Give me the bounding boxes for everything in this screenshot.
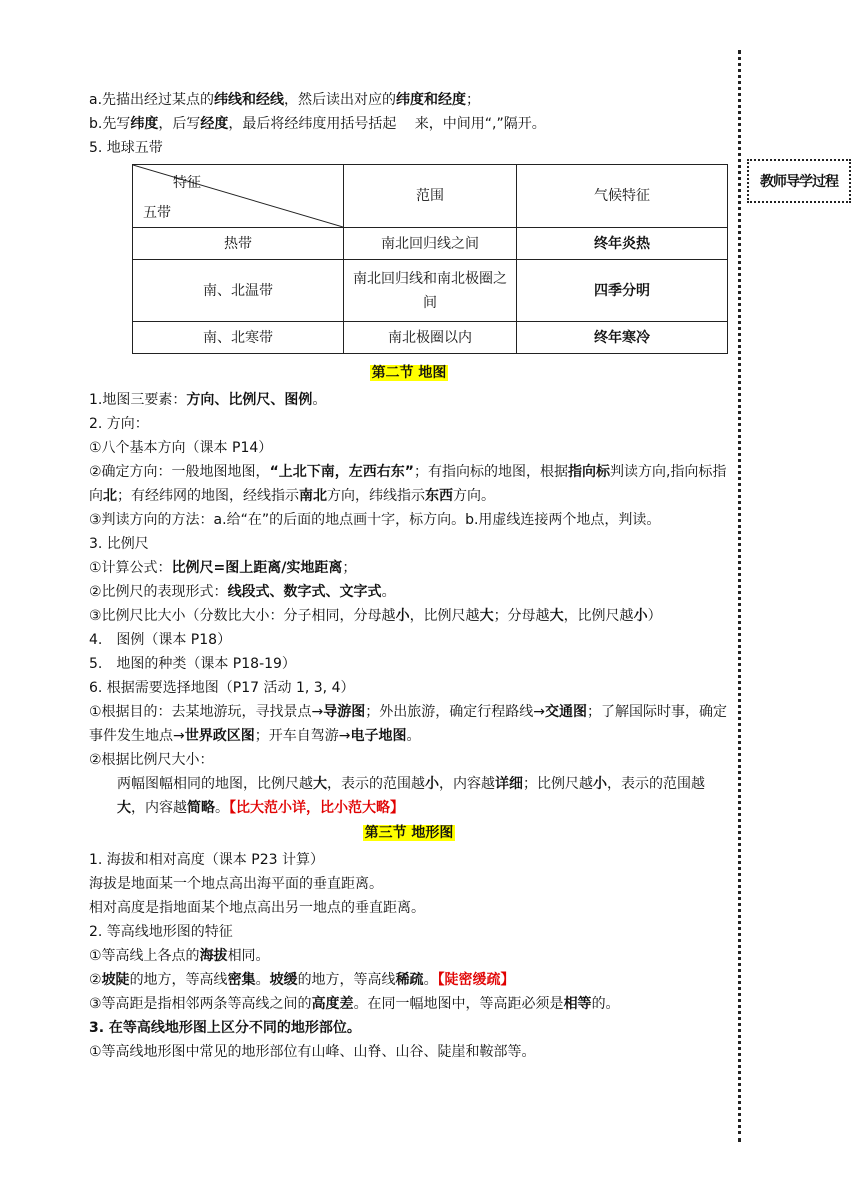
text: 判读方向,指向标指向 xyxy=(89,464,727,504)
paragraph xyxy=(89,460,729,508)
teacher-guide-label: 教师导学过程 xyxy=(760,174,838,190)
document-body xyxy=(89,88,729,1064)
bold-text: 简略 xyxy=(187,800,215,816)
text: 。 xyxy=(381,584,396,600)
text: ，比例尺越 xyxy=(563,608,634,624)
text: 。在同一幅地图中，等高距必须是 xyxy=(353,996,564,1012)
paragraph xyxy=(89,772,729,820)
bold-text: 相等 xyxy=(563,996,592,1012)
text: 。 xyxy=(406,728,421,744)
bold-text: 方向、比例尺、图例 xyxy=(186,392,313,408)
paragraph xyxy=(89,388,729,412)
paragraph xyxy=(89,968,729,992)
paragraph: ②根据比例尺大小： xyxy=(89,752,214,768)
paragraph: 5. 地图的种类（课本 P18-19） xyxy=(89,656,296,672)
table-row xyxy=(133,322,728,354)
bold-text: 纬度 xyxy=(130,116,159,132)
text: ；了解国际时事，确定事件发生地点→ xyxy=(89,704,728,744)
bold-text: 大 xyxy=(313,776,327,792)
paragraph: 1. 海拔和相对高度（课本 P23 计算） xyxy=(89,852,324,868)
mnemonic-red: 【陡密缓疏】 xyxy=(437,972,515,988)
bold-text: 详细 xyxy=(495,776,523,792)
bold-text: 小 xyxy=(425,776,439,792)
corner-top-label: 特征 xyxy=(173,175,201,191)
text: 。 xyxy=(255,972,270,988)
bold-text: 北 xyxy=(103,488,117,504)
text: ①计算公式： xyxy=(89,560,172,576)
text: 的地方，等高线 xyxy=(129,972,228,988)
text: ，表示的范围越 xyxy=(327,776,425,792)
paragraph xyxy=(89,700,729,748)
paragraph: ③判读方向的方法：a.给“在”的后面的地点画十字，标方向。b.用虚线连接两个地点，判读。 xyxy=(89,512,661,528)
bold-text: 纬线和经线 xyxy=(214,92,285,108)
bold-text: 线段式、数字式、文字式 xyxy=(227,584,382,600)
paragraph: ①八个基本方向（课本 P14） xyxy=(89,440,273,456)
text: ③比例尺比大小（分数比大小：分子相同，分母越 xyxy=(89,608,396,624)
text: ，表示的范围越 xyxy=(607,776,705,792)
range-cell: 南北回归线之间 xyxy=(344,228,517,260)
paragraph xyxy=(89,556,729,580)
bold-text: 东西 xyxy=(425,488,453,504)
mnemonic-red: 【比大范小详，比小范大略】 xyxy=(229,800,404,816)
teacher-guide-box xyxy=(747,159,851,203)
bold-text: 指向标 xyxy=(567,464,610,480)
text: ；有指向标的地图，根据 xyxy=(413,464,568,480)
bold-text: 经度 xyxy=(200,116,229,132)
bold-text: 高度差 xyxy=(311,996,354,1012)
text: ①根据目的：去某地游玩，寻找景点→ xyxy=(89,704,324,720)
text: 。 xyxy=(215,800,229,816)
range-cell: 南北极圈以内 xyxy=(344,322,517,354)
text: 的地方，等高线 xyxy=(297,972,396,988)
bold-text: 稀疏 xyxy=(395,972,424,988)
paragraph: 2. 方向： xyxy=(89,416,149,432)
text: 1.地图三要素： xyxy=(89,392,187,408)
text: ①等高线上各点的 xyxy=(89,948,200,964)
text: ；比例尺越 xyxy=(523,776,593,792)
intro-line-b xyxy=(89,112,729,136)
paragraph: 相对高度是指地面某个地点高出另一地点的垂直距离。 xyxy=(89,900,425,916)
paragraph: 2. 等高线地形图的特征 xyxy=(89,924,233,940)
climate-cell: 四季分明 xyxy=(517,260,728,322)
text: 方向。 xyxy=(453,488,495,504)
paragraph: 4. 图例（课本 P18） xyxy=(89,632,232,648)
bold-text: 小 xyxy=(395,608,410,624)
table-row xyxy=(133,260,728,322)
text: ） xyxy=(647,608,662,624)
text: 方向，纬线指示 xyxy=(327,488,425,504)
text: 相同。 xyxy=(227,948,270,964)
table-corner-cell xyxy=(133,165,344,228)
text: ，内容越 xyxy=(131,800,187,816)
bold-text: 南北 xyxy=(299,488,327,504)
text: ，最后将经纬度用括号括起 来，中间用“,”隔开。 xyxy=(228,116,546,132)
bold-text: 导游图 xyxy=(323,704,366,720)
text: ②确定方向：一般地图地图， xyxy=(89,464,270,480)
bold-text: 大 xyxy=(117,800,131,816)
range-cell: 南北回归线和南北极圈之间 xyxy=(344,260,517,322)
section-title-text: 第三节 地形图 xyxy=(364,825,454,841)
paragraph: 3. 比例尺 xyxy=(89,536,149,552)
paragraph xyxy=(89,944,729,968)
text: ； xyxy=(342,560,357,576)
text: ，后写 xyxy=(158,116,201,132)
five-belts-heading: 5. 地球五带 xyxy=(89,140,163,156)
belt-cell: 南、北温带 xyxy=(133,260,344,322)
section2-title xyxy=(89,362,729,384)
text: ② xyxy=(89,972,102,988)
column-header-climate: 气候特征 xyxy=(517,165,728,228)
column-header-range: 范围 xyxy=(344,165,517,228)
bold-text: 电子地图 xyxy=(350,728,407,744)
bold-text: 大 xyxy=(479,608,494,624)
paragraph xyxy=(89,604,729,628)
text: ②比例尺的表现形式： xyxy=(89,584,228,600)
text: 。 xyxy=(312,392,327,408)
bold-text: 世界政区图 xyxy=(184,728,255,744)
bold-text: “上北下南，左西右东” xyxy=(269,464,414,480)
table-header-row xyxy=(133,165,728,228)
paragraph: 海拔是地面某一个地点高出海平面的垂直距离。 xyxy=(89,876,383,892)
bold-text: 比例尺=图上距离/实地距离 xyxy=(171,560,343,576)
text: ，然后读出对应的 xyxy=(284,92,397,108)
text: ；外出旅游，确定行程路线→ xyxy=(365,704,546,720)
paragraph xyxy=(89,580,729,604)
intro-line-a xyxy=(89,88,729,112)
section3-title xyxy=(89,822,729,844)
text: ；开车自驾游→ xyxy=(254,728,351,744)
paragraph: ①等高线地形图中常见的地形部位有山峰、山脊、山谷、陡崖和鞍部等。 xyxy=(89,1044,536,1060)
paragraph: 6. 根据需要选择地图（P17 活动 1, 3, 4） xyxy=(89,680,355,696)
bold-text: 小 xyxy=(633,608,648,624)
text: ③等高距是指相邻两条等高线之间的 xyxy=(89,996,312,1012)
bold-text: 交通图 xyxy=(545,704,588,720)
text: ；分母越 xyxy=(493,608,550,624)
five-belts-table xyxy=(132,164,728,354)
bold-text: 坡陡 xyxy=(101,972,130,988)
bold-text: 大 xyxy=(549,608,564,624)
paragraph xyxy=(89,992,729,1016)
table-row xyxy=(133,228,728,260)
climate-cell: 终年寒冷 xyxy=(517,322,728,354)
paragraph: 3. 在等高线地形图上区分不同的地形部位。 xyxy=(89,1020,361,1036)
text: 两幅图幅相同的地图，比例尺越 xyxy=(117,776,313,792)
bold-text: 海拔 xyxy=(199,948,228,964)
margin-dotted-line xyxy=(738,50,741,1142)
text: b.先写 xyxy=(89,116,131,132)
text: 。 xyxy=(423,972,438,988)
text: ； xyxy=(466,92,481,108)
bold-text: 坡缓 xyxy=(269,972,298,988)
bold-text: 小 xyxy=(593,776,607,792)
section-title-text: 第二节 地图 xyxy=(371,365,447,381)
text: ；有经纬网的地图，经线指示 xyxy=(117,488,299,504)
text: ，比例尺越 xyxy=(409,608,480,624)
text: 的。 xyxy=(591,996,620,1012)
bold-text: 纬度和经度 xyxy=(396,92,467,108)
bold-text: 密集 xyxy=(227,972,256,988)
belt-cell: 南、北寒带 xyxy=(133,322,344,354)
text: a.先描出经过某点的 xyxy=(89,92,215,108)
text: ，内容越 xyxy=(439,776,495,792)
climate-cell: 终年炎热 xyxy=(517,228,728,260)
belt-cell: 热带 xyxy=(133,228,344,260)
corner-bottom-label: 五带 xyxy=(143,205,171,221)
